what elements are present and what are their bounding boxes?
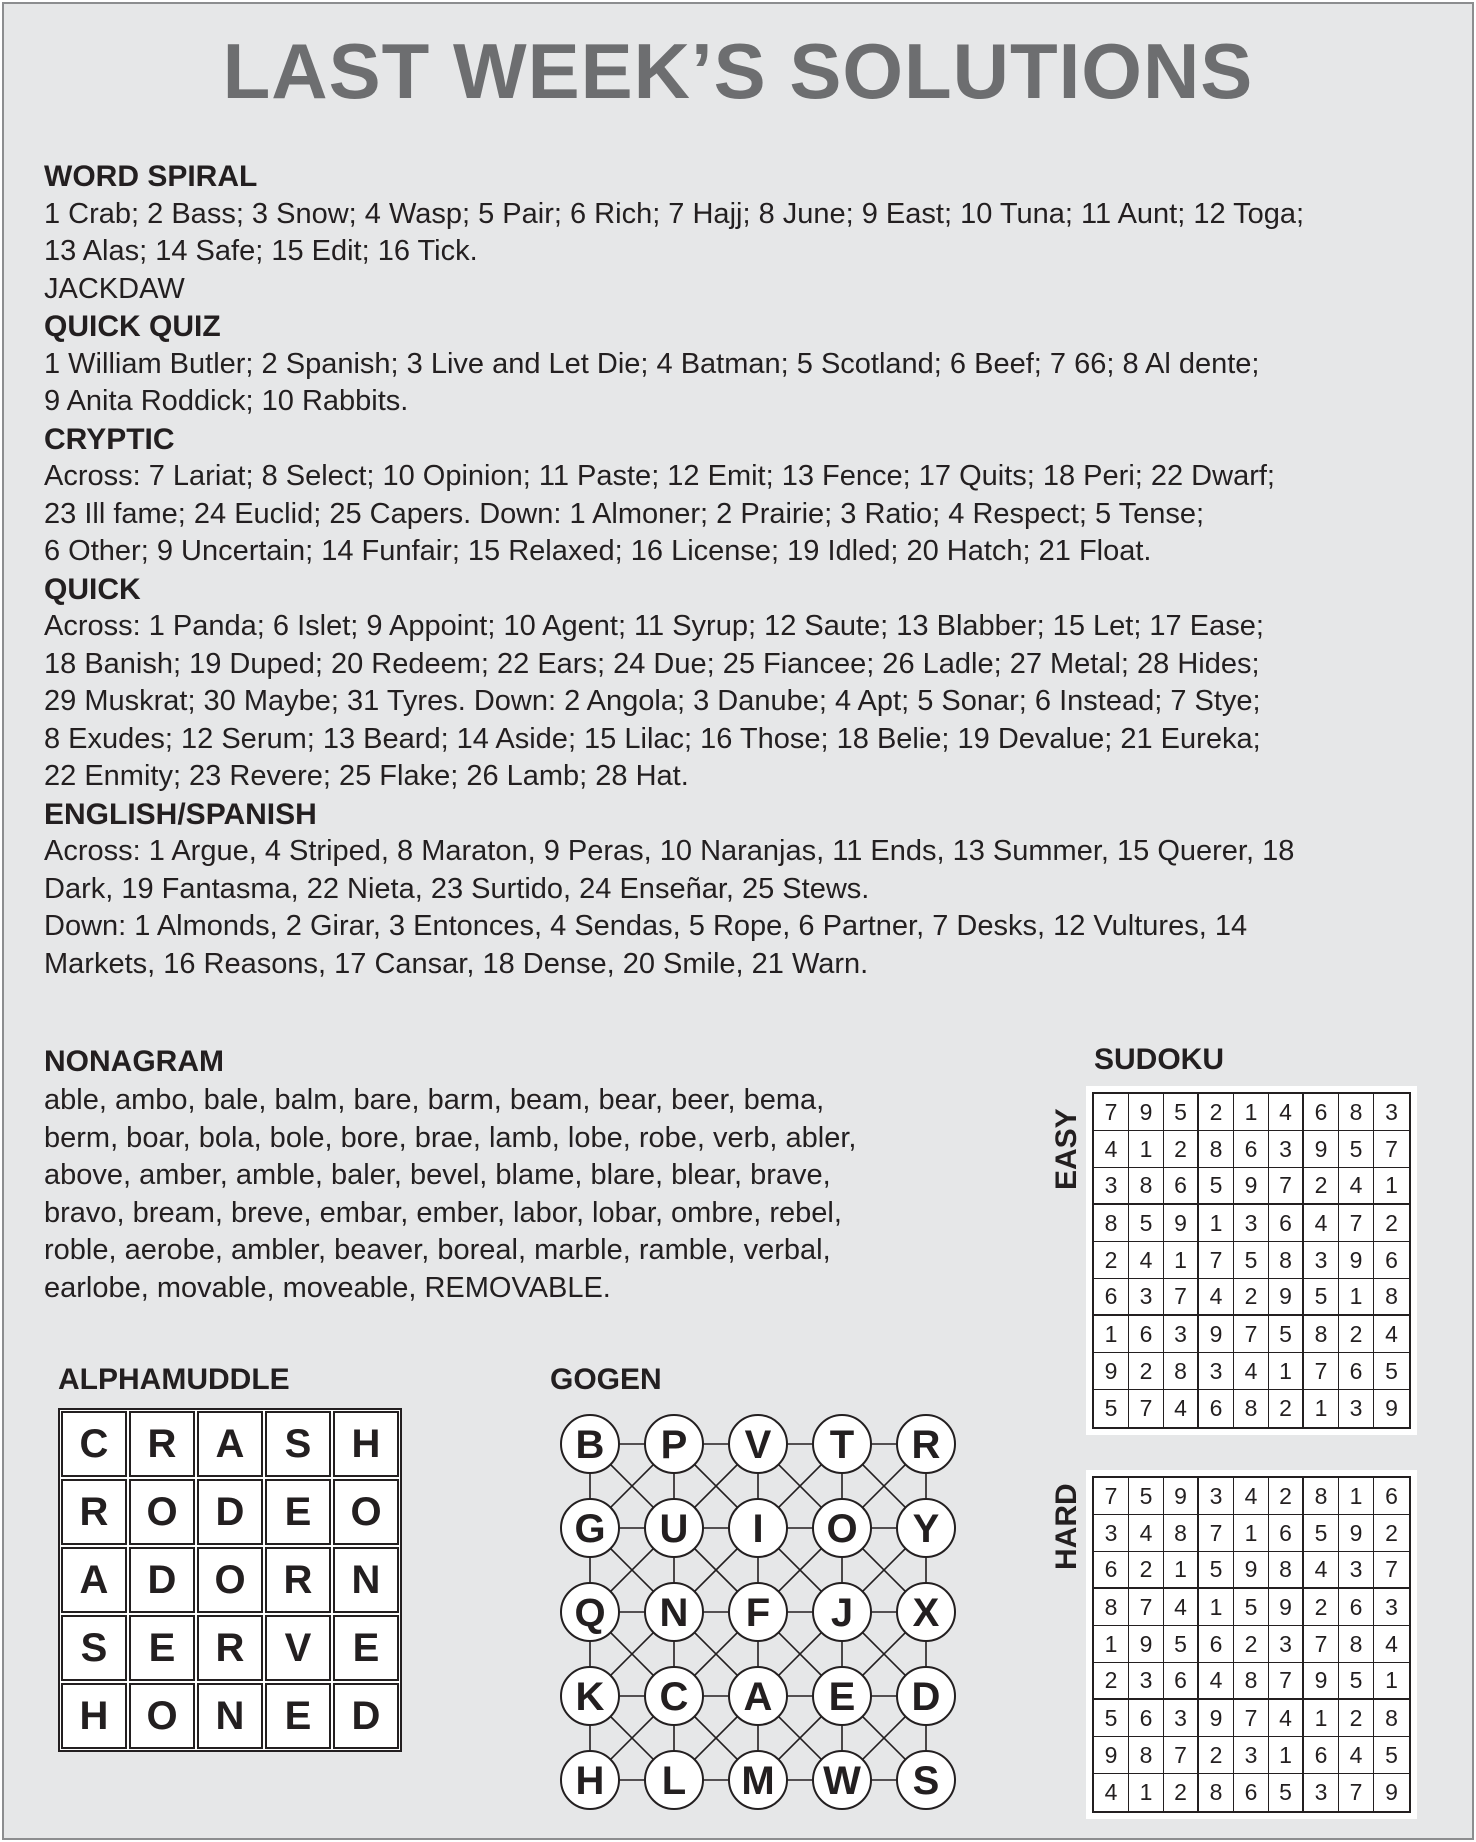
sudoku-cell: 9 bbox=[1339, 1242, 1374, 1279]
sudoku-cell: 5 bbox=[1164, 1094, 1199, 1131]
sudoku-cell: 1 bbox=[1339, 1478, 1374, 1515]
sudoku-cell: 1 bbox=[1199, 1589, 1234, 1626]
sudoku-cell: 8 bbox=[1129, 1168, 1164, 1205]
sudoku-cell: 1 bbox=[1269, 1353, 1304, 1390]
sudoku-cell: 9 bbox=[1199, 1700, 1234, 1737]
sudoku-cell: 8 bbox=[1199, 1131, 1234, 1168]
sudoku-cell: 5 bbox=[1339, 1131, 1374, 1168]
gogen-letter: A bbox=[743, 1675, 773, 1719]
sudoku-cell: 9 bbox=[1385, 1395, 1398, 1421]
sudoku-cell: 2 bbox=[1234, 1279, 1269, 1316]
sudoku-cell: 4 bbox=[1234, 1353, 1269, 1390]
sudoku-cell: 3 bbox=[1339, 1552, 1374, 1589]
sudoku-cell: 8 bbox=[1094, 1589, 1129, 1626]
sudoku-cell: 3 bbox=[1234, 1737, 1269, 1774]
alphamuddle-cell: R bbox=[130, 1412, 194, 1476]
gogen-letter: L bbox=[661, 1759, 687, 1803]
sudoku-cell: 9 bbox=[1269, 1279, 1304, 1316]
alphamuddle-cell: O bbox=[198, 1548, 262, 1612]
solutions-list bbox=[44, 158, 1444, 983]
sudoku-cell: 3 bbox=[1234, 1205, 1269, 1242]
sudoku-cell: 1 bbox=[1234, 1094, 1269, 1131]
gogen-letter: U bbox=[659, 1507, 689, 1551]
sudoku-cell: 7 bbox=[1199, 1242, 1234, 1279]
gogen-letter: O bbox=[826, 1507, 858, 1551]
section-answer-line: 18 Banish; 19 Duped; 20 Redeem; 22 Ears; 24 Due; 25 Fiancee; 26 Ladle; 27 Metal; 28 Hides; bbox=[44, 647, 1260, 680]
sudoku-cell: 5 bbox=[1094, 1700, 1129, 1737]
alphamuddle-cell: C bbox=[62, 1412, 126, 1476]
sudoku-cell: 7 bbox=[1094, 1478, 1129, 1515]
sudoku-cell: 2 bbox=[1199, 1737, 1234, 1774]
gogen-letter: F bbox=[745, 1591, 771, 1635]
sudoku-cell: 7 bbox=[1269, 1663, 1304, 1700]
sudoku-cell: 2 bbox=[1304, 1168, 1339, 1205]
sudoku-heading: SUDOKU bbox=[1094, 1043, 1225, 1076]
sudoku-cell: 3 bbox=[1374, 1589, 1409, 1626]
sudoku-cell: 5 bbox=[1094, 1390, 1129, 1427]
gogen-heading: GOGEN bbox=[550, 1363, 662, 1396]
sudoku-cell: 3 bbox=[1199, 1478, 1234, 1515]
sudoku-cell: 1 bbox=[1304, 1390, 1339, 1427]
sudoku-cell: 7 bbox=[1269, 1168, 1304, 1205]
section-heading: QUICK QUIZ bbox=[44, 310, 221, 343]
alphamuddle-cell: V bbox=[266, 1616, 330, 1680]
alphamuddle-cell: D bbox=[130, 1548, 194, 1612]
sudoku-cell: 6 bbox=[1164, 1168, 1199, 1205]
sudoku-cell: 8 bbox=[1304, 1316, 1339, 1353]
nonagram-answers bbox=[44, 1082, 856, 1307]
section-answer-line: JACKDAW bbox=[44, 272, 185, 305]
section-answer-line: 22 Enmity; 23 Revere; 25 Flake; 26 Lamb; 28 Hat. bbox=[44, 760, 689, 792]
section-answer-line: 8 Exudes; 12 Serum; 13 Beard; 14 Aside; 15 Lilac; 16 Those; 18 Belie; 19 Devalue; 21 Eureka; bbox=[44, 722, 1261, 755]
alphamuddle-cell: A bbox=[198, 1412, 262, 1476]
sudoku-cell: 2 bbox=[1339, 1700, 1374, 1737]
alphamuddle-cell: S bbox=[62, 1616, 126, 1680]
sudoku-cell: 1 bbox=[1094, 1316, 1129, 1353]
sudoku-cell: 6 bbox=[1269, 1205, 1304, 1242]
sudoku-cell: 3 bbox=[1129, 1663, 1164, 1700]
sudoku-cell: 7 bbox=[1234, 1316, 1269, 1353]
gogen-letter: N bbox=[659, 1591, 689, 1635]
sudoku-cell: 6 bbox=[1094, 1552, 1129, 1589]
sudoku-cell: 9 bbox=[1094, 1737, 1129, 1774]
sudoku-cell: 7 bbox=[1374, 1131, 1409, 1168]
sudoku-cell: 8 bbox=[1269, 1242, 1304, 1279]
alphamuddle-cell: O bbox=[130, 1480, 194, 1544]
sudoku-cell: 6 bbox=[1374, 1242, 1409, 1279]
sudoku-cell: 2 bbox=[1129, 1552, 1164, 1589]
alphamuddle-grid bbox=[58, 1408, 402, 1752]
section-answer-line: Across: 1 Argue, 4 Striped, 8 Maraton, 9 Peras, 10 Naranjas, 11 Ends, 13 Summer, 15 Querer, 18 bbox=[44, 835, 1295, 867]
sudoku-cell: 3 bbox=[1094, 1515, 1129, 1552]
sudoku-cell: 6 bbox=[1374, 1478, 1409, 1515]
section-heading: ENGLISH/SPANISH bbox=[44, 797, 317, 831]
nonagram-line: able, ambo, bale, balm, bare, barm, beam, bear, beer, bema, bbox=[44, 1084, 825, 1116]
sudoku-cell: 9 bbox=[1234, 1552, 1269, 1589]
sudoku-cell: 6 bbox=[1129, 1316, 1164, 1353]
sudoku-cell: 2 bbox=[1304, 1589, 1339, 1626]
alphamuddle-cell: A bbox=[62, 1548, 126, 1612]
nonagram-line: bravo, bream, breve, embar, ember, labor, lobar, ombre, rebel, bbox=[44, 1196, 842, 1229]
sudoku-cell: 1 bbox=[1164, 1552, 1199, 1589]
sudoku-cell: 4 bbox=[1269, 1700, 1304, 1737]
sudoku-cell: 6 bbox=[1234, 1131, 1269, 1168]
sudoku-cell: 8 bbox=[1269, 1552, 1304, 1589]
alphamuddle-cell: E bbox=[266, 1684, 330, 1748]
sudoku-cell: 9 bbox=[1304, 1131, 1339, 1168]
sudoku-cell: 4 bbox=[1094, 1131, 1129, 1168]
sudoku-cell: 2 bbox=[1234, 1626, 1269, 1663]
sudoku-cell: 2 bbox=[1164, 1131, 1199, 1168]
sudoku-cell: 9 bbox=[1164, 1205, 1199, 1242]
sudoku-cell: 6 bbox=[1199, 1390, 1234, 1427]
section-answer-line: 23 Ill fame; 24 Euclid; 25 Capers. Down: 1 Almoner; 2 Prairie; 3 Ratio; 4 Respect; 5 Tense; bbox=[44, 497, 1205, 530]
alphamuddle-cell: R bbox=[198, 1616, 262, 1680]
sudoku-cell: 2 bbox=[1374, 1205, 1409, 1242]
sudoku-cell: 7 bbox=[1234, 1700, 1269, 1737]
sudoku-cell: 3 bbox=[1164, 1316, 1199, 1353]
gogen-letter: H bbox=[575, 1759, 605, 1803]
sudoku-cell: 3 bbox=[1339, 1390, 1374, 1427]
sudoku-hard-grid bbox=[1092, 1476, 1411, 1813]
nonagram-line: above, amber, amble, baler, bevel, blame, blare, blear, brave, bbox=[44, 1159, 831, 1191]
alphamuddle-cell: R bbox=[62, 1480, 126, 1544]
sudoku-cell: 8 bbox=[1234, 1390, 1269, 1427]
section-answer-line: Markets, 16 Reasons, 17 Cansar, 18 Dense, 20 Smile, 21 Warn. bbox=[44, 947, 869, 980]
alphamuddle-cell: O bbox=[130, 1684, 194, 1748]
sudoku-cell: 3 bbox=[1374, 1094, 1409, 1131]
sudoku-cell: 8 bbox=[1094, 1205, 1129, 1242]
sudoku-cell: 1 bbox=[1304, 1700, 1339, 1737]
gogen-letter: K bbox=[575, 1675, 605, 1719]
sudoku-cell: 3 bbox=[1304, 1774, 1339, 1811]
alphamuddle-cell: D bbox=[198, 1480, 262, 1544]
sudoku-cell: 5 bbox=[1199, 1552, 1234, 1589]
sudoku-cell: 8 bbox=[1199, 1774, 1234, 1811]
sudoku-cell: 8 bbox=[1374, 1279, 1409, 1316]
sudoku-cell: 4 bbox=[1129, 1515, 1164, 1552]
alphamuddle-cell: O bbox=[334, 1480, 398, 1544]
solutions-page bbox=[2, 2, 1474, 1840]
alphamuddle-cell: N bbox=[198, 1684, 262, 1748]
sudoku-cell: 7 bbox=[1129, 1589, 1164, 1626]
sudoku-cell: 8 bbox=[1374, 1700, 1409, 1737]
sudoku-cell: 7 bbox=[1339, 1774, 1374, 1811]
sudoku-cell: 5 bbox=[1234, 1242, 1269, 1279]
sudoku-cell: 1 bbox=[1374, 1168, 1409, 1205]
gogen-letter: Y bbox=[912, 1507, 940, 1551]
sudoku-cell: 3 bbox=[1269, 1131, 1304, 1168]
sudoku-cell: 5 bbox=[1269, 1774, 1304, 1811]
sudoku-cell: 5 bbox=[1199, 1168, 1234, 1205]
sudoku-cell: 4 bbox=[1234, 1478, 1269, 1515]
sudoku-cell: 7 bbox=[1164, 1737, 1199, 1774]
nonagram-line: earlobe, movable, moveable, REMOVABLE. bbox=[44, 1271, 611, 1304]
sudoku-cell: 6 bbox=[1129, 1700, 1164, 1737]
gogen-letter: M bbox=[741, 1759, 775, 1803]
sudoku-cell: 5 bbox=[1304, 1279, 1339, 1316]
sudoku-cell: 9 bbox=[1129, 1626, 1164, 1663]
section-answer-line: Dark, 19 Fantasma, 22 Nieta, 23 Surtido, 24 Enseñar, 25 Stews. bbox=[44, 872, 870, 905]
gogen-letter: I bbox=[752, 1507, 764, 1551]
sudoku-cell: 4 bbox=[1199, 1279, 1234, 1316]
gogen-letter: C bbox=[659, 1675, 689, 1719]
sudoku-cell: 8 bbox=[1164, 1515, 1199, 1552]
section-answer-line: 6 Other; 9 Uncertain; 14 Funfair; 15 Relaxed; 16 License; 19 Idled; 20 Hatch; 21 Float. bbox=[44, 535, 1152, 567]
gogen-letter: B bbox=[575, 1423, 605, 1467]
sudoku-cell: 5 bbox=[1304, 1515, 1339, 1552]
sudoku-cell: 4 bbox=[1339, 1168, 1374, 1205]
sudoku-cell: 9 bbox=[1129, 1094, 1164, 1131]
page-title: LAST WEEK’S SOLUTIONS bbox=[222, 27, 1254, 115]
section-heading: CRYPTIC bbox=[44, 422, 175, 456]
sudoku-cell: 4 bbox=[1164, 1390, 1199, 1427]
sudoku-cell: 8 bbox=[1164, 1353, 1199, 1390]
gogen-letter: T bbox=[829, 1423, 855, 1467]
sudoku-cell: 9 bbox=[1269, 1589, 1304, 1626]
sudoku-cell: 7 bbox=[1094, 1094, 1129, 1131]
sudoku-cell: 4 bbox=[1269, 1094, 1304, 1131]
sudoku-cell: 1 bbox=[1374, 1663, 1409, 1700]
sudoku-cell: 2 bbox=[1339, 1316, 1374, 1353]
sudoku-cell: 1 bbox=[1269, 1737, 1304, 1774]
sudoku-cell: 9 bbox=[1385, 1779, 1398, 1805]
gogen-letter: D bbox=[911, 1675, 941, 1719]
gogen-letter: J bbox=[830, 1591, 854, 1635]
sudoku-cell: 7 bbox=[1339, 1205, 1374, 1242]
sudoku-cell: 1 bbox=[1094, 1626, 1129, 1663]
alphamuddle-cell: E bbox=[266, 1480, 330, 1544]
sudoku-cell: 3 bbox=[1094, 1168, 1129, 1205]
nonagram-line: berm, boar, bola, bole, bore, brae, lamb, lobe, robe, verb, abler, bbox=[44, 1121, 857, 1154]
sudoku-cell: 5 bbox=[1234, 1589, 1269, 1626]
sudoku-cell: 7 bbox=[1199, 1515, 1234, 1552]
sudoku-cell: 5 bbox=[1129, 1205, 1164, 1242]
sudoku-cell: 6 bbox=[1199, 1626, 1234, 1663]
sudoku-cell: 3 bbox=[1129, 1279, 1164, 1316]
section-answer-line: Down: 1 Almonds, 2 Girar, 3 Entonces, 4 Sendas, 5 Rope, 6 Partner, 7 Desks, 12 Vultures, 14 bbox=[44, 910, 1248, 942]
sudoku-cell: 6 bbox=[1339, 1353, 1374, 1390]
sudoku-cell: 5 bbox=[1374, 1353, 1409, 1390]
sudoku-cell: 5 bbox=[1129, 1478, 1164, 1515]
sudoku-cell: 2 bbox=[1269, 1478, 1304, 1515]
sudoku-cell: 6 bbox=[1304, 1737, 1339, 1774]
sudoku-cell: 1 bbox=[1129, 1131, 1164, 1168]
sudoku-cell: 6 bbox=[1164, 1663, 1199, 1700]
sudoku-cell: 1 bbox=[1339, 1279, 1374, 1316]
alphamuddle-cell: R bbox=[266, 1548, 330, 1612]
gogen-letter: S bbox=[912, 1759, 940, 1803]
sudoku-cell: 2 bbox=[1094, 1663, 1129, 1700]
sudoku-cell: 4 bbox=[1304, 1205, 1339, 1242]
sudoku-cell: 5 bbox=[1339, 1663, 1374, 1700]
sudoku-cell: 6 bbox=[1339, 1589, 1374, 1626]
section-answer-line: Across: 7 Lariat; 8 Select; 10 Opinion; 11 Paste; 12 Emit; 13 Fence; 17 Quits; 18 Peri; 22 Dwarf; bbox=[44, 460, 1275, 492]
sudoku-cell: 6 bbox=[1304, 1094, 1339, 1131]
sudoku-cell: 6 bbox=[1094, 1279, 1129, 1316]
alphamuddle-cell: D bbox=[334, 1684, 398, 1748]
sudoku-cell: 4 bbox=[1339, 1737, 1374, 1774]
sudoku-cell: 2 bbox=[1199, 1094, 1234, 1131]
section-answer-line: 1 Crab; 2 Bass; 3 Snow; 4 Wasp; 5 Pair; 6 Rich; 7 Hajj; 8 June; 9 East; 10 Tuna; 11 Aunt; 12 Toga; bbox=[44, 197, 1305, 230]
sudoku-cell: 7 bbox=[1129, 1390, 1164, 1427]
sudoku-cell: 8 bbox=[1339, 1094, 1374, 1131]
section-answer-line: Across: 1 Panda; 6 Islet; 9 Appoint; 10 Agent; 11 Syrup; 12 Saute; 13 Blabber; 15 Let; 17 Ease; bbox=[44, 610, 1264, 642]
section-answer-line: 1 William Butler; 2 Spanish; 3 Live and Let Die; 4 Batman; 5 Scotland; 6 Beef; 7 66; 8 Al dente; bbox=[44, 347, 1260, 380]
alphamuddle-cell: S bbox=[266, 1412, 330, 1476]
sudoku-cell: 4 bbox=[1199, 1663, 1234, 1700]
sudoku-cell: 4 bbox=[1304, 1552, 1339, 1589]
sudoku-cell: 4 bbox=[1374, 1626, 1409, 1663]
gogen-letter: Q bbox=[574, 1591, 606, 1635]
sudoku-cell: 2 bbox=[1269, 1390, 1304, 1427]
sudoku-cell: 2 bbox=[1094, 1242, 1129, 1279]
alphamuddle-cell: H bbox=[334, 1412, 398, 1476]
gogen-letter: E bbox=[828, 1675, 856, 1719]
sudoku-cell: 9 bbox=[1304, 1663, 1339, 1700]
gogen-letter: W bbox=[823, 1759, 861, 1803]
section-answer-line: 29 Muskrat; 30 Maybe; 31 Tyres. Down: 2 Angola; 3 Danube; 4 Apt; 5 Sonar; 6 Instead; 7 Stye; bbox=[44, 685, 1261, 717]
sudoku-cell: 1 bbox=[1199, 1205, 1234, 1242]
section-answer-line: 13 Alas; 14 Safe; 15 Edit; 16 Tick. bbox=[44, 235, 478, 267]
sudoku-cell: 5 bbox=[1374, 1737, 1409, 1774]
gogen-letter: V bbox=[744, 1423, 772, 1467]
sudoku-cell: 4 bbox=[1129, 1242, 1164, 1279]
sudoku-easy bbox=[1086, 1086, 1417, 1435]
gogen-letter: X bbox=[912, 1591, 940, 1635]
sudoku-cell: 3 bbox=[1199, 1353, 1234, 1390]
gogen-letter: G bbox=[574, 1507, 606, 1551]
sudoku-cell: 3 bbox=[1269, 1626, 1304, 1663]
alphamuddle-cell: N bbox=[334, 1548, 398, 1612]
sudoku-hard-label: HARD bbox=[1050, 1483, 1083, 1570]
sudoku-cell: 1 bbox=[1129, 1774, 1164, 1811]
gogen-grid bbox=[554, 1408, 964, 1818]
sudoku-easy-label: EASY bbox=[1050, 1108, 1083, 1190]
sudoku-cell: 1 bbox=[1164, 1242, 1199, 1279]
sudoku-cell: 2 bbox=[1129, 1353, 1164, 1390]
sudoku-cell: 7 bbox=[1164, 1279, 1199, 1316]
sudoku-cell: 5 bbox=[1164, 1626, 1199, 1663]
sudoku-cell: 8 bbox=[1129, 1737, 1164, 1774]
sudoku-cell: 7 bbox=[1304, 1626, 1339, 1663]
sudoku-cell: 8 bbox=[1234, 1663, 1269, 1700]
sudoku-cell: 6 bbox=[1269, 1515, 1304, 1552]
sudoku-easy-grid bbox=[1092, 1092, 1411, 1429]
section-heading: QUICK bbox=[44, 572, 141, 606]
sudoku-cell: 9 bbox=[1094, 1353, 1129, 1390]
sudoku-cell: 6 bbox=[1234, 1774, 1269, 1811]
alphamuddle-cell: E bbox=[130, 1616, 194, 1680]
alphamuddle-cell: E bbox=[334, 1616, 398, 1680]
sudoku-cell: 1 bbox=[1234, 1515, 1269, 1552]
section-answer-line: 9 Anita Roddick; 10 Rabbits. bbox=[44, 385, 409, 417]
sudoku-cell: 9 bbox=[1234, 1168, 1269, 1205]
nonagram-heading: NONAGRAM bbox=[44, 1045, 224, 1078]
sudoku-cell: 9 bbox=[1164, 1478, 1199, 1515]
sudoku-cell: 4 bbox=[1374, 1316, 1409, 1353]
sudoku-cell: 3 bbox=[1304, 1242, 1339, 1279]
sudoku-cell: 3 bbox=[1164, 1700, 1199, 1737]
sudoku-cell: 8 bbox=[1304, 1478, 1339, 1515]
alphamuddle-cell: H bbox=[62, 1684, 126, 1748]
alphamuddle-heading: ALPHAMUDDLE bbox=[58, 1363, 290, 1396]
sudoku-cell: 4 bbox=[1164, 1589, 1199, 1626]
gogen-letter: P bbox=[660, 1423, 688, 1467]
sudoku-cell: 7 bbox=[1374, 1552, 1409, 1589]
sudoku-cell: 9 bbox=[1339, 1515, 1374, 1552]
sudoku-cell: 4 bbox=[1094, 1774, 1129, 1811]
sudoku-cell: 2 bbox=[1374, 1515, 1409, 1552]
nonagram-line: roble, aerobe, ambler, beaver, boreal, marble, ramble, verbal, bbox=[44, 1234, 831, 1266]
gogen-letter: R bbox=[911, 1423, 941, 1467]
sudoku-hard bbox=[1086, 1470, 1417, 1819]
section-heading: WORD SPIRAL bbox=[44, 160, 258, 193]
sudoku-cell: 7 bbox=[1304, 1353, 1339, 1390]
sudoku-cell: 5 bbox=[1269, 1316, 1304, 1353]
sudoku-cell: 9 bbox=[1199, 1316, 1234, 1353]
sudoku-cell: 2 bbox=[1164, 1774, 1199, 1811]
sudoku-cell: 8 bbox=[1339, 1626, 1374, 1663]
